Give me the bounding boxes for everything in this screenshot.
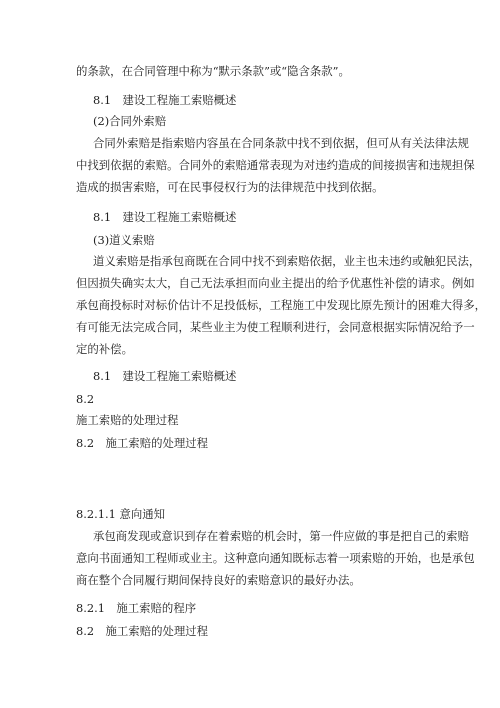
section-title: 施工索赔的处理过程 [76, 413, 179, 427]
paragraph-line: 意向书面通知工程师或业主。这种意向通知既标志着一项索赔的开始，也是承包 [76, 551, 475, 565]
paragraph-line: 定的补偿。 [76, 342, 133, 356]
paragraph-line: 中找到依据的索赔。合同外的索赔通常表现为对违约造成的间接损害和违规担保 [76, 158, 475, 172]
paragraph-line: 商在整个合同履行期间保持良好的索赔意识的最好办法。 [76, 573, 361, 587]
paragraph-line: 的条款，在合同管理中称为“默示条款”或“隐含条款”。 [76, 64, 350, 78]
section-heading: 8.1 建设工程施工索赔概述 [93, 369, 237, 383]
subsection-heading: 8.2.1.1 意向通知 [76, 507, 166, 521]
paragraph-line: 承包商投标时对标价估计不足投低标，工程施工中发现比原先预计的困难大得多， [76, 298, 487, 312]
subsection-heading: (2)合同外索赔 [93, 114, 167, 128]
paragraph-line: 造成的损害索赔，可在民事侵权行为的法律规范中找到依据。 [76, 180, 384, 194]
paragraph-line: 有可能无法完成合同，某些业主为使工程顺利进行，会同意根据实际情况给予一 [76, 320, 475, 334]
paragraph-line: 但因损失确实太大，自己无法承担而向业主提出的给予优惠性补偿的请求。例如 [76, 276, 475, 290]
paragraph-line: 道义索赔是指承包商既在合同中找不到索赔依据，业主也未违约或触犯民法， [93, 254, 481, 268]
section-heading: 8.2 施工索赔的处理过程 [76, 624, 209, 638]
section-heading: 8.1 建设工程施工索赔概述 [93, 210, 237, 224]
subsection-heading: (3)道义索赔 [93, 233, 155, 247]
paragraph-line: 合同外索赔是指索赔内容虽在合同条款中找不到依据，但可从有关法律法规 [93, 136, 469, 150]
section-heading: 8.1 建设工程施工索赔概述 [93, 93, 237, 107]
section-heading: 8.2.1 施工索赔的程序 [76, 601, 197, 615]
paragraph-line: 承包商发现或意识到存在着索赔的机会时，第一件应做的事是把自己的索赔 [93, 529, 469, 543]
section-heading: 8.2 施工索赔的处理过程 [76, 436, 209, 450]
section-number: 8.2 [76, 392, 95, 406]
